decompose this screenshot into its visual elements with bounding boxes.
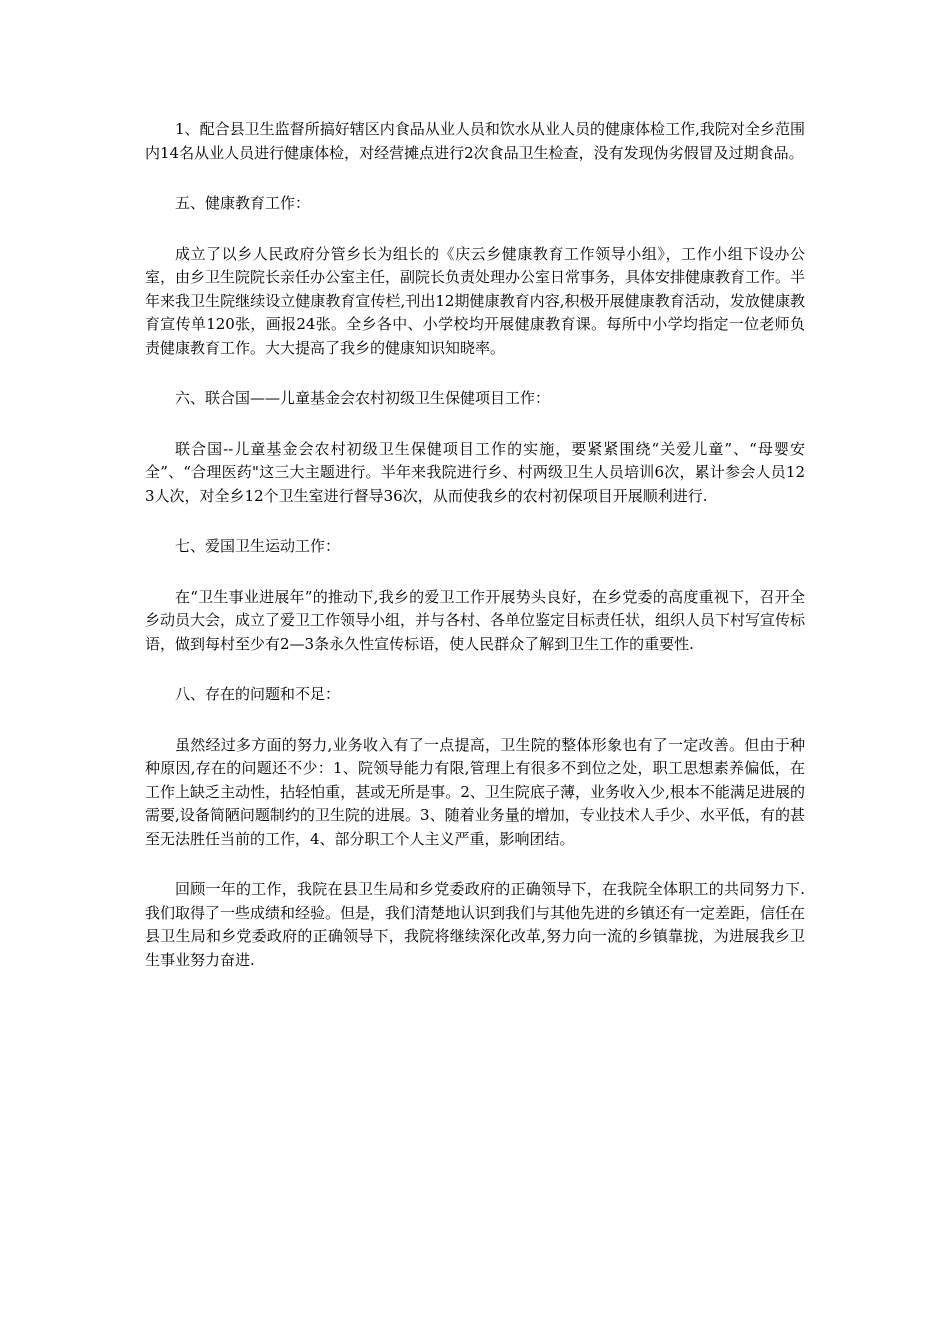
- paragraph-review: 回顾一年的工作，我院在县卫生局和乡党委政府的正确领导下，在我院全体职工的共同努力下.我们取得了一些成绩和经验。但是，我们清楚地认识到我们与其他先进的乡镇还有一定差距，信任在县卫生局和乡党委政府的正确领导下，我院将继续深化改革,努力向一流的乡镇靠拢，为进展我乡卫生事业努力奋进.: [145, 880, 806, 969]
- paragraph-food-hygiene: 1、配合县卫生监督所搞好辖区内食品从业人员和饮水从业人员的健康体检工作,我院对全乡范围内14名从业人员进行健康体检，对经营摊点进行2次食品卫生检查，没有发现伪劣假冒及过期食品。: [145, 120, 805, 162]
- paragraph-problems: 虽然经过多方面的努力,业务收入有了一点提高，卫生院的整体形象也有了一定改善。但由于种种原因,存在的问题还不少：1、院领导能力有限,管理上有很多不到位之处，职工思想素养偏低，在工作上缺乏主动性，拈轻怕重，甚或无所是事。2、卫生院底子薄，业务收入少,根本不能满足进展的需要,设备简陋问题制约的卫生院的进展。3、随着业务量的增加，专业技术人手少、水平低，有的甚至无法胜任当前的工作，4、部分职工个人主义严重，影响团结。: [145, 735, 805, 848]
- spacer: [145, 656, 805, 683]
- spacer: [145, 508, 805, 535]
- heading-problems: 八、存在的问题和不足：: [175, 685, 341, 703]
- paragraph-patriotic-hygiene: 在“卫生事业进展年”的推动下,我乡的爱卫工作开展势头良好，在乡党委的高度重视下，召开全乡动员大会，成立了爱卫工作领导小组，并与各村、各单位鉴定目标责任状，组织人员下村写宣传标语，做到每村至少有2—3条永久性宣传标语，使人民群众了解到卫生工作的重要性.: [145, 587, 806, 653]
- paragraph-health-education: 成立了以乡人民政府分管乡长为组长的《庆云乡健康教育工作领导小组》，工作小组下设办公室，由乡卫生院院长亲任办公室主任，副院长负责处理办公室日常事务，具体安排健康教育工作。半年来我卫生院继续设立健康教育宣传栏,刊出12期健康教育内容,积极开展健康教育活动，发放健康教育宣传单120张，画报24张。全乡各中、小学校均开展健康教育课。每所中小学均指定一位老师负责健康教育工作。大大提高了我乡的健康知识知晓率。: [145, 244, 806, 357]
- spacer: [145, 216, 805, 243]
- paragraph-unicef-project: 联合国--儿童基金会农村初级卫生保健项目工作的实施，要紧紧围绕“关爱儿童”、“母婴安全”、“合理医药"这三大主题进行。半年来我院进行乡、村两级卫生人员培训6次，累计参会人员123人次，对全乡12个卫生室进行督导36次，从而使我乡的农村初保项目开展顺利进行.: [145, 439, 805, 505]
- spacer: [145, 851, 805, 878]
- spacer: [145, 360, 805, 387]
- heading-health-education: 五、健康教育工作：: [175, 194, 311, 212]
- heading-unicef-project: 六、联合国——儿童基金会农村初级卫生保健项目工作：: [175, 389, 551, 407]
- document-page: [145, 118, 805, 972]
- spacer: [145, 411, 805, 438]
- spacer: [145, 707, 805, 734]
- spacer: [145, 165, 805, 192]
- spacer: [145, 559, 805, 586]
- heading-patriotic-hygiene: 七、爱国卫生运动工作：: [175, 537, 341, 555]
